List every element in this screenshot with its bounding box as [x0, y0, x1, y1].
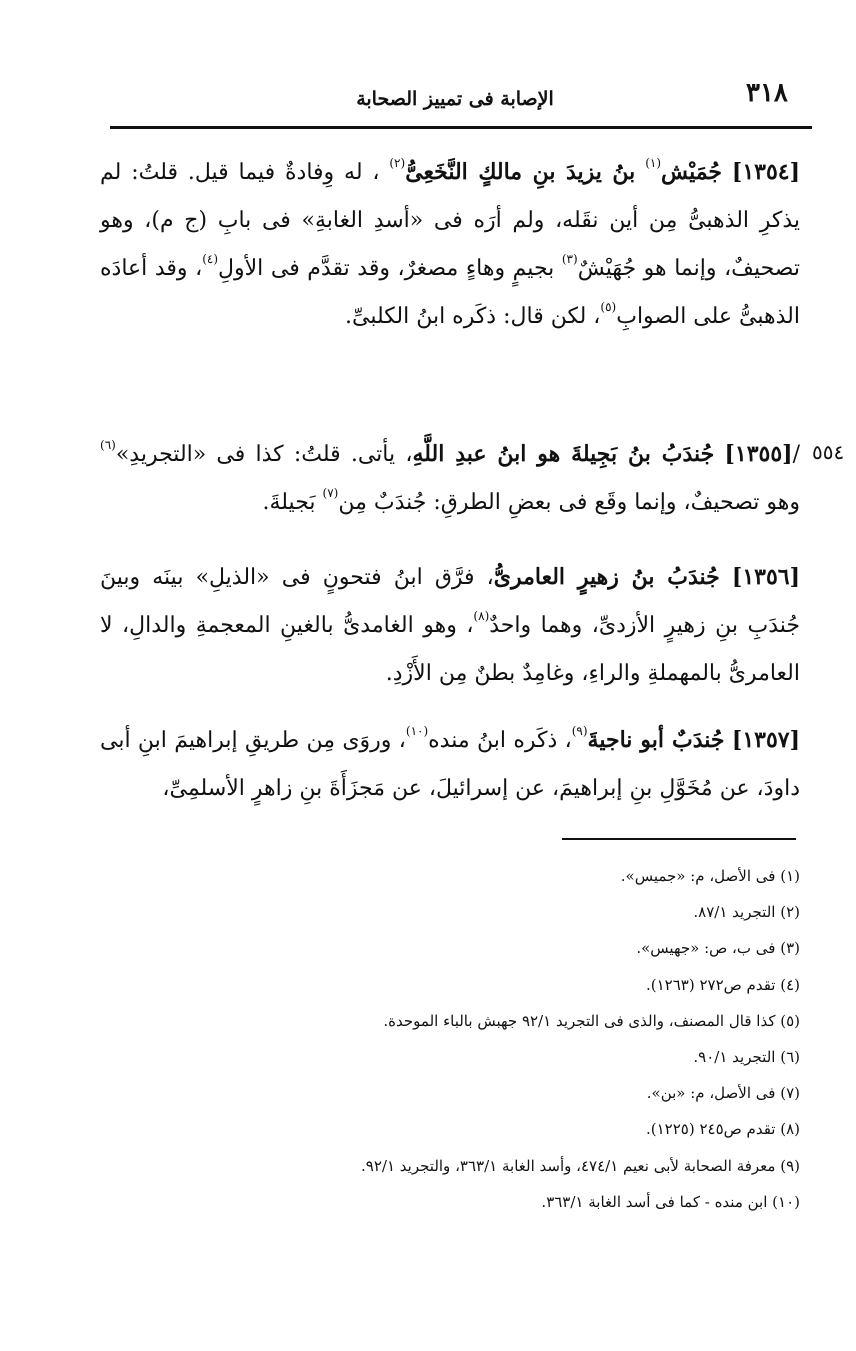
footnote: (٧) فى الأصل، م: «بن». — [646, 1084, 800, 1103]
footnote: (٢) التجريد ٨٧/١. — [693, 903, 800, 922]
running-title: الإصابة فى تمييز الصحابة — [356, 88, 554, 110]
entry-1355 — [100, 430, 800, 527]
footnote-marker: (٥) — [600, 299, 617, 314]
footnote: (١) فى الأصل، م: «جميس». — [620, 867, 800, 885]
entry-number: [١٣٥٦] — [731, 564, 800, 590]
footnote-marker: (١٠) — [405, 723, 429, 738]
footnote: (٣) فى ب، ص: «جهيس». — [636, 939, 800, 958]
entry-1357 — [100, 716, 800, 813]
entry-number: [١٣٥٧] — [731, 727, 801, 753]
entry-1354 — [100, 148, 800, 341]
footnote-marker: (٩) — [571, 723, 588, 738]
entry-name: جُندَبُ بنُ زهيرٍ العامرىُّ — [493, 564, 720, 590]
entry-text: ، فرَّق ابنُ فتحونٍ فى «الذيلِ» بينَه وبينَ جُندَبِ بنِ زهيرٍ الأزدىِّ، وهما واحدٌ — [100, 565, 800, 638]
entry-text: بَجيلةَ. — [262, 490, 316, 515]
margin-page-reference: ٥٥٤ — [812, 440, 845, 464]
footnote: (٥) كذا قال المصنف، والذى فى التجريد ٩٢/١ جهبش بالباء الموحدة. — [383, 1011, 800, 1030]
entry-text: وهو تصحيفٌ، وإنما وقَع فى بعضِ الطرقِ: جُندَبٌ مِن — [338, 490, 800, 515]
entry-name: جُندَبُ بنُ بَجِيلةَ هو ابنُ عبدِ اللَّهِ — [412, 441, 715, 467]
entry-name: جُندَبٌ أبو ناجيةَ — [587, 727, 725, 753]
entry-text: بجيمٍ وهاءٍ مصغرٌ، وقد تقدَّم فى الأولِ — [218, 256, 555, 281]
footnote-marker: (١) — [645, 155, 662, 170]
entry-text: ، وروَى مِن طريقِ إبراهيمَ ابنِ أبى داودَ، عن مُخَوَّلِ بنِ إبراهيمَ، عن إسرائيلَ، عن مَجزَأَةَ بنِ زاهرٍ الأسلمِىِّ، — [100, 728, 800, 801]
entry-number: [١٣٥٥] — [724, 441, 793, 467]
page-number: ٣١٨ — [746, 78, 788, 108]
page-break-marker: / — [792, 442, 800, 467]
entry-text: ، وقد أعادَه الذهبىُّ على الصوابِ — [100, 256, 800, 329]
footnote: (٨) تقدم ص٢٤٥ (١٢٢٥). — [645, 1120, 800, 1139]
entry-number: [١٣٥٤] — [731, 159, 801, 185]
footnote: (١٠) ابن منده - كما فى أسد الغابة ٣٦٣/١. — [541, 1192, 800, 1211]
entry-name-continued: بنُ يزيدَ بنِ مالكٍ النَّخَعِىُّ — [405, 159, 636, 185]
header-rule — [110, 126, 812, 129]
entry-text: ، له وِفادةٌ فيما قيل. قلتُ: لم يذكرِ الذهبىُّ مِن أين نقَله، ولم أرَه فى «أسدِ الغابةِ» فى بابِ (ج م)، وهو تصحيفٌ، وإنما هو جُهَيْشٌ — [100, 160, 800, 281]
footnote: (٤) تقدم ص٢٧٢ (١٢٦٣). — [645, 975, 800, 994]
footnote-marker: (٣) — [561, 251, 578, 266]
footnote: (٦) التجريد ٩٠/١. — [693, 1048, 800, 1067]
entry-text: ، لكن قال: ذكَره ابنُ الكلبىِّ. — [344, 304, 601, 329]
footnotes — [170, 858, 800, 1220]
footnote-marker: (٦) — [100, 437, 116, 452]
footnote-marker: (٨) — [473, 608, 490, 623]
footnote: (٩) معرفة الصحابة لأبى نعيم ٤٧٤/١، وأسد الغابة ٣٦٣/١، والتجريد ٩٢/١. — [361, 1156, 800, 1175]
entry-text: ، يأتى. قلتُ: كذا فى «التجريدِ» — [115, 442, 413, 467]
entry-text: ، وهو الغامدىُّ بالغينِ المعجمةِ والدالِ، لا العامرىُّ بالمهملةِ والراءِ، وغامِدٌ بطنٌ مِن الأَزْدِ. — [100, 613, 800, 686]
entry-1356 — [100, 553, 800, 698]
footnote-marker: (٢) — [389, 155, 406, 170]
footnote-marker: (٤) — [202, 251, 219, 266]
entry-text: ، ذكَره ابنُ منده — [428, 728, 572, 753]
footnote-marker: (٧) — [322, 485, 339, 500]
footnote-separator — [562, 838, 796, 840]
entry-name: جُمَيْش — [661, 159, 723, 185]
